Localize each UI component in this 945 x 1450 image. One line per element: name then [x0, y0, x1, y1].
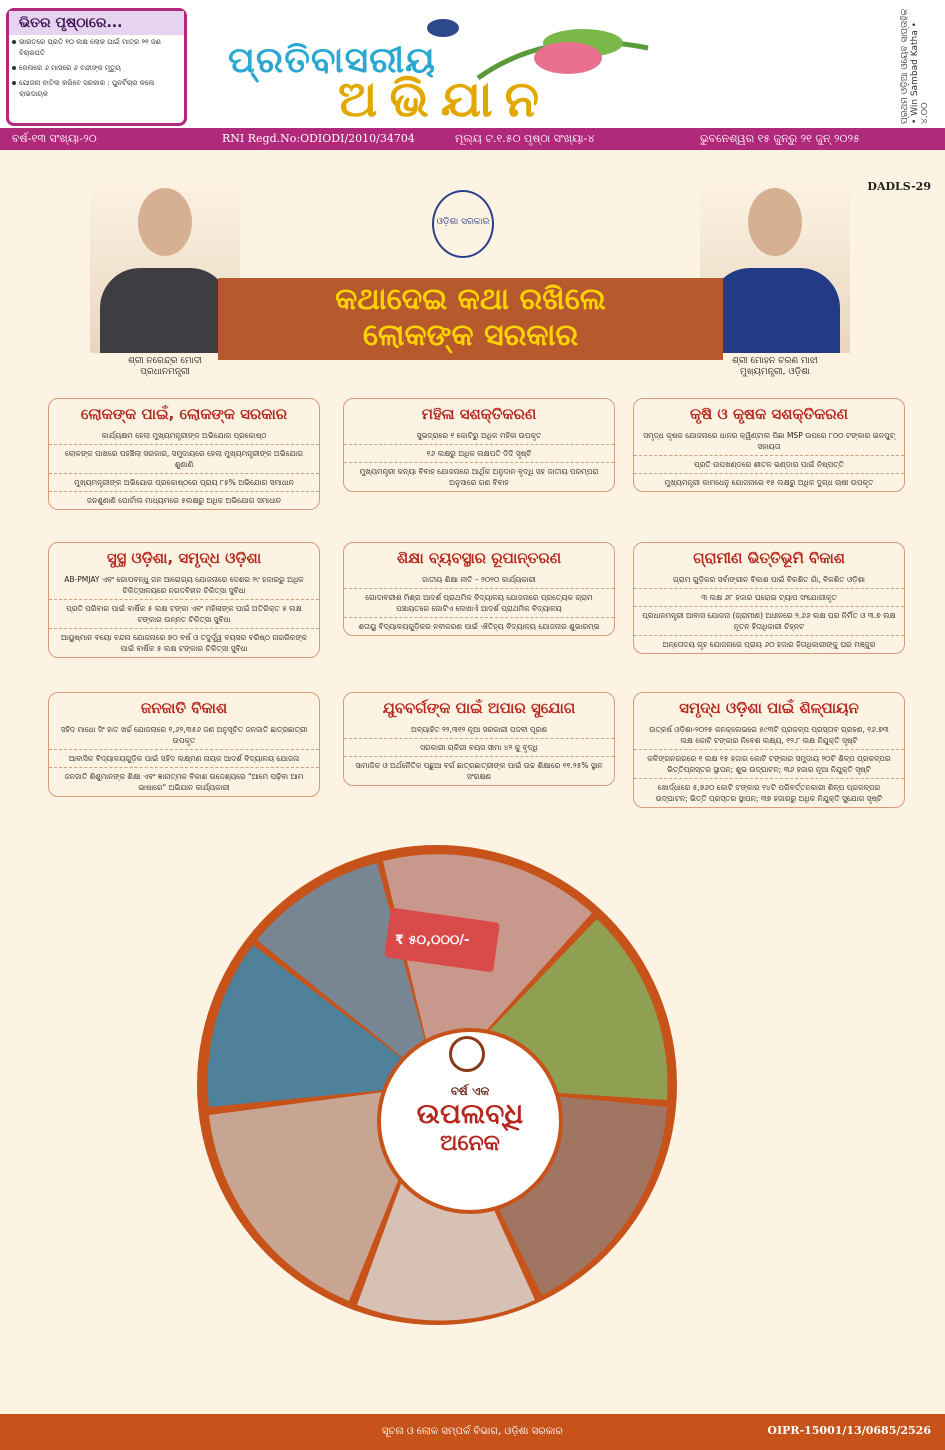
card-item: ମୁଖ୍ୟମନ୍ତ୍ରୀ କନ୍ୟା ବିବାହ ଯୋଜନାରେ ଆର୍ଥିକ ଅନୁଦାନ ବୃଦ୍ଧି ସହ ଜାତୀୟ ପରମ୍ପରା ଅନୁସାରେ ଗଣ ବିବାହ [359, 467, 599, 487]
logo-title-main: ଅଭିଯାନ [338, 70, 552, 128]
konark-wheel-icon [449, 1036, 485, 1072]
card-item: ଖୋର୍ଦ୍ଧାରେ ୫,୭୬୦ କୋଟି ଟଙ୍କାର ୧୪ଟି ପରିବର୍ତ୍ତନକାରୀ ଶିଳ୍ପ ପ୍ରକଳ୍ପର ଉଦ୍‌ଘାଟନ; ଭିତ୍ତି ପ୍ରସ୍ତର ସ୍ଥାପନ; ୩୭ ହଜାରରୁ ଅଧିକ ନିଯୁକ୍ତି ସୁଯୋଗ ସୃଷ୍ଟି [655, 783, 883, 803]
inside-title: ଭିତର ପୃଷ୍ଠାରେ... [9, 11, 184, 35]
badge-line1: ବର୍ଷ ଏକ [450, 1084, 490, 1098]
issue-number: ବର୍ଷ-୧୩ ସଂଖ୍ୟା-୨୦ [12, 132, 97, 145]
footer [0, 1414, 945, 1450]
card-item: କଳିଙ୍ଗନଗରରେ ୧ ଲକ୍ଷ ୧୫ ହଜାର କୋଟି ଟଙ୍କାର ସମୁଦାୟ ୨୦ଟି ଶିଳ୍ପ ପ୍ରକଳ୍ପର ଭିତ୍ତିପ୍ରସ୍ତର ସ୍ଥାପନ; ଶୁଭ ଉଦ୍‌ଘାଟନ; ୩୬ ହଜାର ନୂଆ ନିଯୁକ୍ତି ସୃଷ୍ଟି [634, 750, 904, 779]
newspaper-logo [228, 18, 728, 128]
card-item: ପ୍ରତି ଉପଖଣ୍ଡରେ ଶୀତଳ ଭଣ୍ଡାର ପାଇଁ ନିଷ୍ପତ୍ତି [634, 456, 904, 474]
badge-line3: ଅନେକ [440, 1131, 500, 1156]
card-item: କାର୍ଯ୍ୟକ୍ଷମ ହେଲା ମୁଖ୍ୟମନ୍ତ୍ରୀଙ୍କ ଅଭିଯୋଗ ପ୍ରକୋଷ୍ଠ [49, 427, 319, 445]
card-item: ୧୬ ଲକ୍ଷରୁ ଅଧିକ ଲକ୍ଷପତି ଦିଦି ସୃଷ୍ଟି [344, 445, 614, 463]
card-item: ମୁଖ୍ୟମନ୍ତ୍ରୀ କାମଧେନୁ ଯୋଜନାରେ ୧୫ ଲକ୍ଷରୁ ଅଧିକ ଦୁଗ୍ଧ ଚାଷୀ ଉପକୃତ [664, 478, 874, 487]
card-item: ଆବାସିକ ବିଦ୍ୟାଳୟଗୁଡ଼ିକ ପାଇଁ ସହିଦ ଲକ୍ଷ୍ମଣ ନାୟକ ଆଦର୍ଶ ବିଦ୍ୟାଳୟ ଯୋଜନା [49, 750, 319, 768]
card-item: ଗ୍ରାମ ଗୁଡ଼ିକର ସର୍ବାଙ୍ଗୀନ ବିକାଶ ପାଇଁ ବିକଶିତ ଗାଁ, ବିକଶିତ ଓଡ଼ିଶା [634, 571, 904, 589]
card-item: ଅନ୍ତୋଦୟ ଗୃହ ଯୋଜନାରେ ପ୍ରାୟ ୬୦ ହଜାର ହିତାଧିକାରୀଙ୍କୁ ଘର ମଞ୍ଜୁର [662, 640, 876, 649]
price-pages: ମୂଲ୍ୟ ଟ.୧.୫୦ ପୃଷ୍ଠା ସଂଖ୍ୟା-୪ [455, 132, 595, 145]
card-tribal [48, 692, 320, 797]
headline-line2: ଲୋକଙ୍କ ସରକାର [362, 318, 579, 353]
card-title: କୃଷି ଓ କୃଷକ ସଶକ୍ତିକରଣ [690, 405, 848, 423]
headline-line1: କଥାଦେଇ କଥା ରଖିଲେ [335, 282, 606, 317]
card-item: ୩ ଲକ୍ଷ ୬୮ ହଜାର ଘରୋଇ ଟ୍ୟାପ ସଂଯୋଗୀକୃତ [634, 589, 904, 607]
card-title: ଜନଜାତି ବିକାଶ [140, 699, 228, 717]
footer-code: OIPR-15001/13/0685/2526 [767, 1424, 931, 1437]
inside-item: ଯୋଜନା ବାତିଲ କରିବେ ସରକାର : ପୁନର୍ବିଚାର କଲେ ଲାଭଦାୟକ [9, 76, 184, 102]
ad-code: DADLS-29 [867, 180, 931, 193]
card-item: ସରକାରୀ ଚାକିରୀ ବୟସ ସୀମା ୪୨ କୁ ବୃଦ୍ଧି [344, 739, 614, 757]
card-title: ଯୁବବର୍ଗଙ୍କ ପାଇଁ ଅପାର ସୁଯୋଗ [382, 699, 576, 717]
card-health [48, 542, 320, 658]
card-education [343, 542, 615, 636]
card-item: ଅବ୍ୟାହିତ ୨୨,୩୧୨ ନୂଆ ସରକାରୀ ପଦବୀ ପୂରଣ [344, 721, 614, 739]
card-rural [633, 542, 905, 654]
card-item: ଜାତୀୟ ଶିକ୍ଷା ନୀତି – ୨୦୨୦ କାର୍ଯ୍ୟକାରୀ [344, 571, 614, 589]
footer-department: ସୂଚନା ଓ ଲୋକ ସମ୍ପର୍କ ବିଭାଗ, ଓଡ଼ିଶା ସରକାର [382, 1426, 563, 1437]
card-title: ମହିଳା ସଶକ୍ତିକରଣ [421, 405, 537, 423]
pm-name: ଶ୍ରୀ ନରେନ୍ଦ୍ର ମୋଦୀ [128, 356, 202, 366]
inside-pages-box [6, 8, 187, 126]
card-item: ଜନଶୁଣାଣି ପୋର୍ଟାଲ ମାଧ୍ୟମରେ ୫ଲକ୍ଷରୁ ଅଧିକ ଅଭିଯୋଗ ସମାଧାନ [86, 496, 282, 505]
card-item: ପ୍ରତି ପରିବାର ପାଇଁ ବାର୍ଷିକ ୫ ଲକ୍ଷ ଟଙ୍କା ଏବଂ ମହିଳାଙ୍କ ପାଇଁ ଅତିରିକ୍ତ ୫ ଲକ୍ଷ ଟଙ୍କାର ଉନ୍ନତ ଚିକିତ୍ସା ସୁବିଧା [49, 600, 319, 629]
card-title: ସୁସ୍ଥ ଓଡ଼ିଶା, ସମୃଦ୍ଧ ଓଡ଼ିଶା [106, 549, 262, 567]
card-women [343, 398, 615, 492]
inside-item: ଭାରତରେ ପ୍ରତି ୧୦ ଲକ୍ଷ ଲୋକ ପାଇଁ ମାତ୍ର ୨୧ ଜଣ ବିଚାରପତି [9, 35, 184, 61]
card-item: ଗୋଦାବରୀଶ ମିଶ୍ର ଆଦର୍ଶ ପ୍ରାଥମିକ ବିଦ୍ୟାଳୟ ଯୋଜନାରେ ପ୍ରତ୍ୟେକ ଗ୍ରାମ ପଞ୍ଚାୟତରେ ଗୋଟିଏ ଲେଖାଏଁ ଆଦର୍ଶ ପ୍ରାଥମିକ ବିଦ୍ୟାଳୟ [344, 589, 614, 618]
card-item: ଉତ୍କର୍ଷ ଓଡ଼ିଶା-୨୦୨୫ କନକ୍ଲେଭରେ ୫୯୩ଟି ପ୍ରକଳ୍ପ ପ୍ରସ୍ତାବ ଗ୍ରହଣ, ୧୬.୭୩ ଲକ୍ଷ କୋଟି ଟଙ୍କାର ନିବେଶ ଲକ୍ଷ୍ୟ, ୧୨.୮ ଲକ୍ଷ ନିଯୁକ୍ତି ସୃଷ୍ଟି [634, 721, 904, 750]
card-item: ସହିଦ ମାଧୋ ସିଂ ହାତ ଖର୍ଚ୍ଚ ଯୋଜନାରେ ୧,୬୨,୩୫୬ ଜଣ ଅନୁସୂଚିତ ଜନଜାତି ଛାତ୍ରଛାତ୍ରୀ ଉପକୃତ [49, 721, 319, 750]
cm-name: ଶ୍ରୀ ମୋହନ ଚରଣ ମାଝୀ [732, 356, 818, 366]
card-title: ସମୃଦ୍ଧ ଓଡ଼ିଶା ପାଇଁ ଶିଳ୍ପାୟନ [679, 699, 859, 717]
card-industry [633, 692, 905, 808]
logo-title-top: ପ୍ରତିବାସରୀୟ [228, 40, 436, 81]
card-item: AB-PMJAY ଏବଂ ଗୋପବନ୍ଧୁ ଜନ ଆରୋଗ୍ୟ ଯୋଜନାରେ ଦେଶର ୨୯ ହଜାରରୁ ଅଧିକ ଚିକିତ୍ସାଳୟରେ ନଗଦବିହୀନ ଚିକିତ୍ସା ସୁବିଧା [49, 571, 319, 600]
card-item: ଆୟୁଷ୍ମାନ ବୟୋ ବନ୍ଦନା ଯୋଜନାରେ ୭୦ ବର୍ଷ ଓ ତଦୁର୍ଦ୍ଧ୍ୱ ବୟସର ବରିଷ୍ଠ ନାଗରିକଙ୍କ ପାଇଁ ବାର୍ଷିକ ୫ ଲକ୍ଷ ଟଙ୍କାର ଚିକିତ୍ସା ସୁବିଧା [60, 633, 308, 653]
odisha-emblem [432, 190, 494, 258]
card-item: ସାମାଜିକ ଓ ଅର୍ଥନୈତିକ ପଛୁଆ ବର୍ଗ ଛାତ୍ରଛାତ୍ରୀଙ୍କ ପାଇଁ ଉଚ୍ଚ ଶିକ୍ଷାରେ ୧୧.୨୫% ସ୍ଥାନ ସଂରକ୍ଷଣ [355, 761, 603, 781]
headline-banner [218, 278, 723, 360]
card-item: ମୁଖ୍ୟମନ୍ତ୍ରୀଙ୍କ ଅଭିଯୋଗ ପ୍ରକୋଷ୍ଠରେ ପ୍ରାୟ ୮୫% ଅଭିଯୋଗ ସମାଧାନ [49, 474, 319, 492]
card-governance [48, 398, 320, 510]
card-item: ଜନଜାତି ଶିଶୁମାନଙ୍କ ଶିକ୍ଷା ଏବଂ ଜ୍ଞାନାତ୍ମକ ବିକାଶ ଉଦ୍ଦେଶ୍ୟରେ "ଆମେ ପଢ଼ିବା ଆମ ଭାଷାରେ" ଅଭିଯାନ କାର୍ଯ୍ୟକାରୀ [64, 772, 304, 792]
card-youth [343, 692, 615, 786]
badge-line2: ଉପଲବ୍ଧି [416, 1097, 524, 1130]
card-title: ଗ୍ରାମୀଣ ଭିତ୍ତିଭୂମି ବିକାଶ [693, 549, 845, 567]
cheque-amount: ₹ ୫୦,୦୦୦/- [395, 933, 470, 948]
card-title: ଲୋକଙ୍କ ପାଇଁ, ଲୋକଙ୍କ ସରକାର [80, 405, 288, 423]
card-item: ଶତାୟୁ ବିଦ୍ୟାଳୟଗୁଡ଼ିକର ନବୀକରଣ ପାଇଁ ଐତିହ୍ୟ ବିଦ୍ୟାଳୟ ଯୋଜନାର ଶୁଭାରମ୍ଭ [358, 622, 600, 631]
card-item: ପ୍ରଧାନମନ୍ତ୍ରୀ ଆବାସ ଯୋଜନା (ଗ୍ରାମୀଣ) ଅଧୀନରେ ୨.୬୬ ଲକ୍ଷ ଘର ନିର୍ମିତ ଓ ୩.୭ ଲକ୍ଷ ନୂତନ ହିତାଧିକାରୀ ଚିହ୍ନଟ [634, 607, 904, 636]
registration-number: RNI Regd.No:ODIODI/2010/34704 [222, 132, 415, 145]
pm-title: ପ୍ରଧାନମନ୍ତ୍ରୀ [140, 367, 190, 377]
info-strip [0, 128, 945, 150]
masthead [0, 0, 945, 128]
masthead-side-text: ପ୍ରଥମ ଓଡ଼ିଆ ଓୟେବ ସାପ୍ତାହିକ • Win Sambad Katha • ୪.୦୦ [900, 8, 930, 124]
edition-date: ଭୁବନେଶ୍ୱର ୧୫ ଜୁନ୍‌ରୁ ୨୧ ଜୁନ୍ ୨୦୨୫ [700, 132, 860, 145]
card-item: ସୁଭଦ୍ରାରେ ୧ କୋଟିରୁ ଅଧିକ ମହିଳା ଉପକୃତ [344, 427, 614, 445]
card-agriculture [633, 398, 905, 492]
card-title: ଶିକ୍ଷା ବ୍ୟବସ୍ଥାର ରୂପାନ୍ତରଣ [396, 549, 562, 567]
card-item: ସମୃଦ୍ଧ କୃଷକ ଯୋଜନାରେ ଧାନର କ୍ୱିଣ୍ଟାଲ ପିଛା MSP ଉପରେ ୮୦୦ ଟଙ୍କାର ଇନପୁଟ୍ ସହାୟତା [634, 427, 904, 456]
emblem-label: ଓଡ଼ିଶା ସରକାର [436, 217, 490, 227]
card-item: ଲୋକଙ୍କ ପାଖରେ ପହଞ୍ଚିଲା ସରକାର, ସମୁଦାୟରେ ହେଲା ମୁଖ୍ୟମନ୍ତ୍ରୀଙ୍କ ଅଭିଯୋଗ ଶୁଣାଣି [49, 445, 319, 474]
inside-item: ଜେଲରେ ୬ ମାସରେ ୬ ବନ୍ଦୀଙ୍କ ମୃତ୍ୟୁ [9, 61, 184, 76]
cm-title: ମୁଖ୍ୟମନ୍ତ୍ରୀ, ଓଡ଼ିଶା [740, 367, 810, 377]
